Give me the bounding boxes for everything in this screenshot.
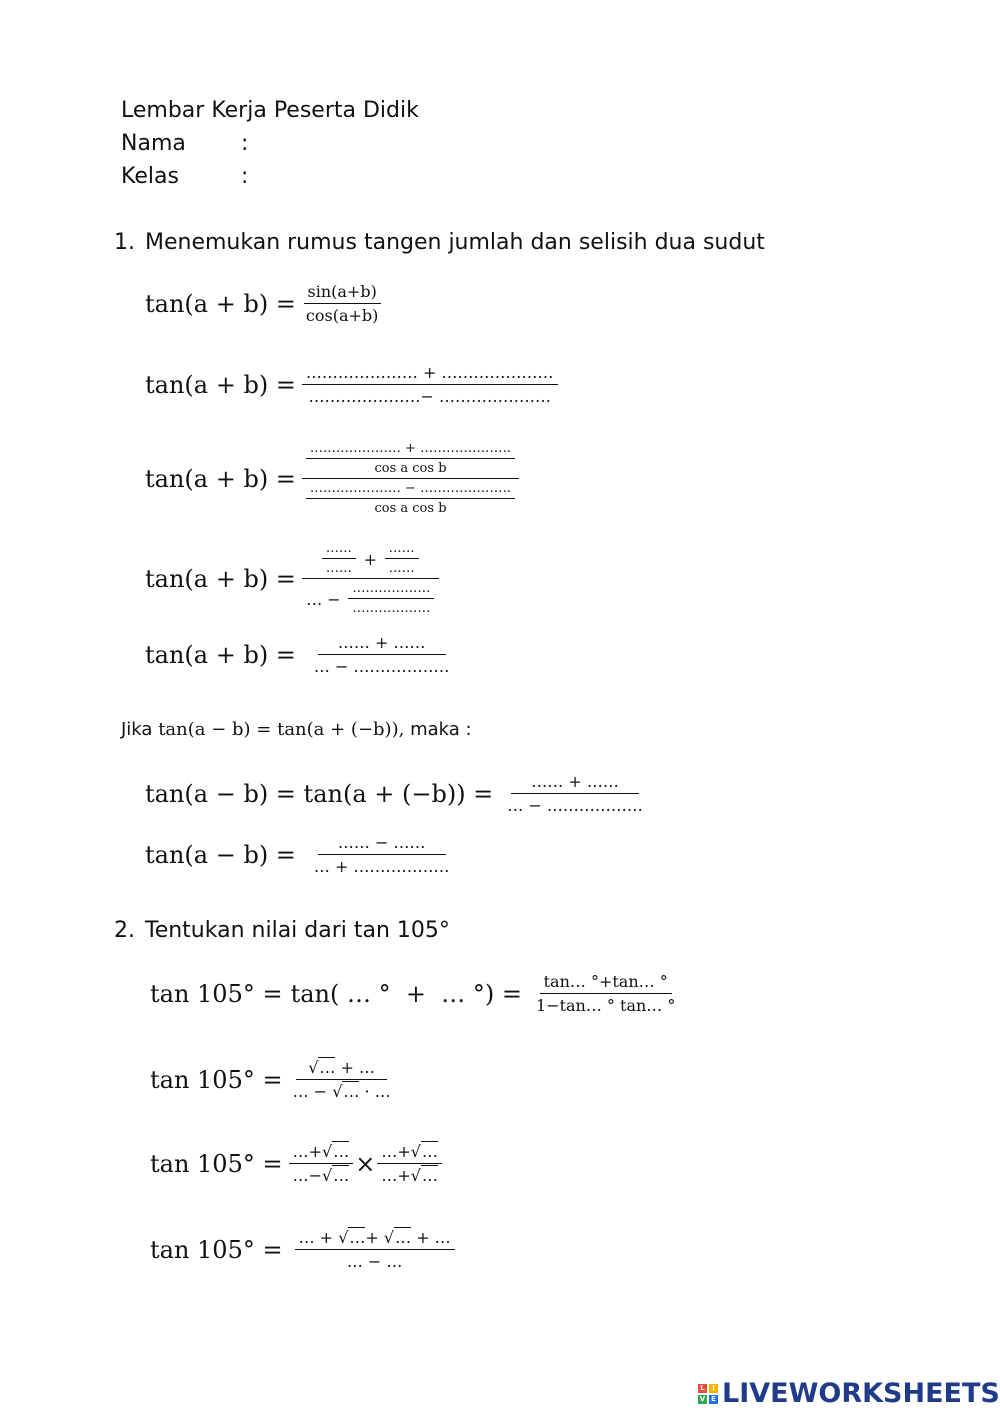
q1-line3-top-blank[interactable]: ………………… + ………………… (306, 441, 515, 459)
q2-line3-fraction-a (289, 1142, 354, 1185)
q2-line2-num-root-blank[interactable]: … (319, 1058, 336, 1077)
q1-diff-line1-fraction (503, 772, 647, 815)
q1-number: 1. (114, 230, 135, 255)
q1-line3-bottom-cos: cos a cos b (374, 501, 447, 516)
q1-line4-fraction (302, 541, 439, 616)
q2-line3-a-den-blank[interactable]: …− (292, 1166, 322, 1185)
q2-line2-sqrt-sign: √ (308, 1058, 319, 1077)
q2-line4-plus: + (365, 1228, 379, 1247)
q1-line2-numerator-blank[interactable]: ………………… + ………………… (302, 363, 558, 385)
q2-line3-a-denominator (289, 1164, 354, 1185)
q2-line2-num-rest-blank[interactable]: + … (340, 1058, 376, 1077)
q1-line2-denominator-blank[interactable]: …………………− ………………… (308, 387, 551, 406)
q2-line3-b-num-root-blank[interactable]: … (421, 1142, 438, 1161)
q1-line3-denominator (302, 479, 519, 516)
q1-diff-line2-lhs: tan(a − b) = (145, 840, 296, 869)
q2-line3-b-denominator (377, 1164, 442, 1185)
q1-line4-numerator (302, 541, 439, 579)
q2-line4-numerator (295, 1228, 455, 1250)
q1-line1-denominator: cos(a+b) (305, 306, 379, 325)
q2-line3-lhs: tan 105° = (150, 1149, 283, 1178)
q2-line4-num-blank-a[interactable]: … + (298, 1228, 334, 1247)
q1-line4-den-left[interactable]: … − (306, 590, 341, 609)
q1-jika-prefix: Jika (121, 719, 153, 740)
q1-diff-line2-fraction (310, 833, 454, 876)
q1-line3 (145, 441, 519, 516)
q1-line4-num-right (385, 541, 419, 576)
q1-line4-den-bottom-blank[interactable]: ……………… (352, 601, 431, 616)
q2-line4-sqrt1: √ (338, 1228, 349, 1247)
q2-line3-fraction-b (377, 1142, 442, 1185)
q2-line3-b-den-sqrt: √ (410, 1166, 421, 1185)
class-colon: : (241, 164, 249, 189)
worksheet-title: Lembar Kerja Peserta Didik (121, 98, 419, 123)
q1-jika-line (121, 719, 472, 740)
q2-line4-root1-blank[interactable]: … (349, 1228, 366, 1247)
q1-diff-line1 (145, 772, 647, 815)
q2-line2-numerator (296, 1058, 387, 1080)
q1-line1 (145, 282, 382, 325)
q2-line3-times: × (355, 1149, 376, 1178)
q2-line2-denominator (289, 1080, 395, 1101)
q1-line4-plus: + (363, 550, 377, 569)
q1-diff-line1-numerator-blank[interactable]: …… + …… (511, 772, 639, 794)
q2-line2-den-post-blank[interactable]: · … (364, 1082, 391, 1101)
q1-line4-blank-d[interactable]: …… (388, 561, 415, 576)
q2-line4-lhs: tan 105° = (150, 1235, 283, 1264)
q2-line2 (150, 1058, 395, 1101)
q1-line4-blank-b[interactable]: …… (325, 561, 352, 576)
q2-line2-den-pre-blank[interactable]: … − (292, 1082, 328, 1101)
q1-line4-blank-c[interactable]: …… (385, 541, 419, 559)
q2-line1-lhs: tan 105° = (150, 979, 283, 1008)
q2-line2-den-sqrt-sign: √ (332, 1082, 343, 1101)
q1-line4-den-fraction (348, 581, 434, 616)
q1-line3-bottom-blank[interactable]: ………………… − ………………… (306, 481, 515, 499)
q2-line3-a-num-blank[interactable]: …+ (292, 1142, 322, 1161)
q2-line3 (150, 1142, 442, 1185)
q2-line3-a-numerator (289, 1142, 354, 1164)
q2-line4-num-blank-c[interactable]: + … (416, 1228, 451, 1247)
q2-line4-denominator-blank[interactable]: … − … (346, 1252, 403, 1271)
q2-line3-b-den-root-blank[interactable]: … (421, 1166, 438, 1185)
q1-line4-blank-a[interactable]: …… (322, 541, 356, 559)
q1-line3-lhs: tan(a + b) = (145, 464, 296, 493)
q1-jika-expression: tan(a − b) = tan(a + (−b)), (158, 719, 405, 740)
name-label: Nama (121, 131, 186, 156)
q1-line3-top-cos: cos a cos b (374, 461, 447, 476)
q1-line4-lhs: tan(a + b) = (145, 564, 296, 593)
liveworksheets-logo (698, 1378, 1000, 1409)
q2-line3-b-numerator (377, 1142, 442, 1164)
q2-line1-denominator-blank[interactable]: 1−tan… ° tan… ° (535, 996, 676, 1015)
class-label: Kelas (121, 164, 179, 189)
logo-text: LIVEWORKSHEETS (722, 1378, 1000, 1409)
q1-line3-fraction (302, 441, 519, 516)
q2-line1-numerator-blank[interactable]: tan… °+tan… ° (540, 972, 672, 994)
q1-diff-line2-numerator-blank[interactable]: …… − …… (318, 833, 446, 855)
q2-line1-fraction (532, 972, 679, 1015)
q1-diff-line2-denominator-blank[interactable]: … + ……………… (313, 857, 450, 876)
q1-line5-numerator-blank[interactable]: …… + …… (318, 633, 446, 655)
q1-line5-fraction (310, 633, 454, 676)
q1-line3-bottom-fraction (306, 481, 515, 516)
q2-line3-a-den-sqrt: √ (322, 1166, 333, 1185)
q1-line3-numerator (302, 441, 519, 479)
q1-line1-numerator: sin(a+b) (304, 282, 381, 304)
q2-line4-root2-blank[interactable]: … (395, 1228, 412, 1247)
logo-icon (698, 1384, 718, 1404)
q1-diff-line1-denominator-blank[interactable]: … − ……………… (507, 796, 643, 815)
q1-diff-line2 (145, 833, 454, 876)
q1-diff-line1-lhs: tan(a − b) = tan(a + (−b)) = (145, 779, 494, 808)
logo-box-e: E (709, 1395, 718, 1404)
q1-line4-denominator (302, 579, 438, 616)
q1-line5-denominator-blank[interactable]: … − ……………… (313, 657, 450, 676)
q1-line2-lhs: tan(a + b) = (145, 370, 296, 399)
q2-line3-b-den-blank[interactable]: …+ (381, 1166, 411, 1185)
q2-line3-a-num-root-blank[interactable]: … (333, 1142, 350, 1161)
q2-heading: Tentukan nilai dari tan 105° (145, 918, 450, 943)
q1-line5-lhs: tan(a + b) = (145, 640, 296, 669)
logo-box-l: L (698, 1384, 707, 1393)
q1-line4 (145, 541, 439, 616)
logo-box-v: V (699, 1394, 706, 1403)
q1-line2 (145, 363, 558, 406)
q2-line2-lhs: tan 105° = (150, 1065, 283, 1094)
q2-line4 (150, 1228, 455, 1271)
name-colon: : (241, 131, 249, 156)
q1-line1-lhs: tan(a + b) = (145, 289, 296, 318)
q2-line3-a-den-root-blank[interactable]: … (333, 1166, 350, 1185)
q1-line3-top-fraction (306, 441, 515, 476)
q1-heading: Menemukan rumus tangen jumlah dan selisih dua sudut (145, 230, 765, 255)
q1-line4-den-top-blank[interactable]: ……………… (348, 581, 434, 599)
q2-line3-b-num-blank[interactable]: …+ (381, 1142, 411, 1161)
q2-line2-fraction (289, 1058, 395, 1101)
logo-box-i: I (709, 1384, 718, 1393)
q2-line3-b-num-sqrt: √ (410, 1142, 421, 1161)
q2-number: 2. (114, 918, 135, 943)
q2-line1 (150, 972, 679, 1015)
q1-line1-fraction (302, 282, 382, 325)
q1-line5 (145, 633, 454, 676)
q2-line4-sqrt2: √ (383, 1228, 395, 1247)
q2-line2-den-root-blank[interactable]: … (343, 1082, 360, 1101)
q1-line2-fraction (302, 363, 558, 406)
q1-jika-suffix: maka : (410, 719, 472, 740)
q2-line4-fraction (295, 1228, 455, 1271)
q2-line3-a-num-sqrt: √ (322, 1142, 333, 1161)
q1-line4-num-left (322, 541, 356, 576)
q2-line1-middle[interactable]: tan( … ° + … °) = (290, 979, 522, 1008)
